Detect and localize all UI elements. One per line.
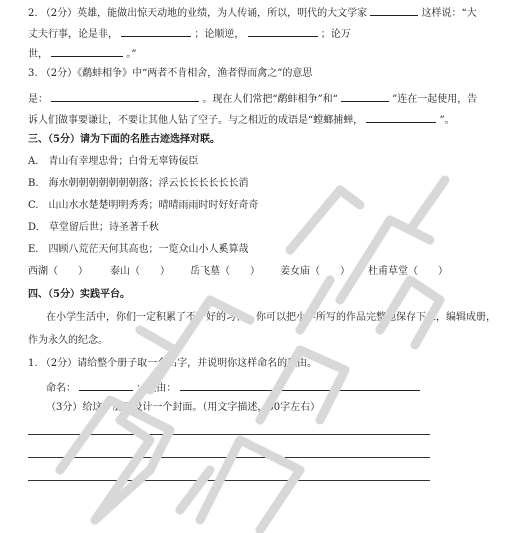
landmark-xihu[interactable]: 西湖（ ） bbox=[28, 266, 88, 277]
q3-number: 3. bbox=[28, 68, 38, 79]
q3-line-2 bbox=[28, 90, 477, 107]
q3-text-2a: 是： bbox=[28, 94, 48, 105]
reason-answer-blank[interactable] bbox=[180, 379, 420, 391]
q2-answer-blank-2[interactable] bbox=[248, 25, 318, 37]
q2-text-2c: ；论万 bbox=[320, 29, 351, 40]
q2-text-1b: 这样说：“大 bbox=[421, 8, 477, 19]
s4-q1-text: （2分）请给整个册子取一个名字，并说明你这样命名的理由。 bbox=[40, 358, 318, 369]
q2-line-3 bbox=[28, 45, 137, 62]
section-4-intro-2: 作为永久的纪念。 bbox=[28, 335, 108, 346]
q2-line-2 bbox=[28, 25, 351, 42]
couplet-option-b: B. 海水朝朝朝朝朝朝朝落；浮云长长长长长长消 bbox=[28, 178, 249, 189]
answer-line-3[interactable] bbox=[28, 480, 430, 481]
q3-answer-blank-meaning[interactable] bbox=[51, 90, 199, 102]
q3-text-3a: 诉人们做事要谦让，不要让其他人钻了空子。与之相近的成语是“螳螂捕蝉， bbox=[28, 115, 364, 126]
answer-line-1[interactable] bbox=[28, 434, 430, 435]
s4-q1-number: 1. bbox=[28, 358, 38, 369]
q2-text-2b: ；论顺逆， bbox=[194, 29, 245, 40]
s4-question-1 bbox=[28, 357, 317, 371]
q3-text-2c: ”连在一起使用，告 bbox=[392, 94, 478, 105]
landmark-dufu-cottage[interactable]: 杜甫草堂（ ） bbox=[368, 266, 448, 277]
name-answer-blank[interactable] bbox=[79, 379, 133, 391]
q3-line-3 bbox=[28, 111, 455, 128]
q3-answer-blank-idiom[interactable] bbox=[341, 90, 389, 102]
q2-line-1 bbox=[28, 4, 477, 21]
landmark-jiangnv-temple[interactable]: 姜女庙（ ） bbox=[280, 266, 350, 277]
s4-name-reason-row bbox=[46, 379, 420, 396]
q3-text-1: （2分）《鹬蚌相争》中“两者不肯相舍，渔者得而禽之”的意思 bbox=[40, 68, 313, 79]
name-label: 命名： bbox=[46, 383, 76, 394]
section-3-heading: 三、（5分）请为下面的名胜古迹选择对联。 bbox=[28, 134, 220, 145]
reason-label: ；理由： bbox=[136, 383, 177, 394]
couplet-option-e: E. 四顾八荒茫天何其高也；一览众山小人奚算哉 bbox=[28, 244, 249, 255]
s4-question-2: （3分）给这个册子设计一个封面。（用文字描述，50字左右） bbox=[46, 402, 321, 413]
q2-answer-blank-3[interactable] bbox=[51, 45, 123, 57]
q2-answer-blank-1[interactable] bbox=[121, 25, 191, 37]
answer-line-2[interactable] bbox=[28, 457, 430, 458]
q3-text-2b: 。现在人们常把“鹬蚌相争”和“ bbox=[202, 94, 338, 105]
q2-answer-blank-author[interactable] bbox=[370, 4, 418, 16]
q2-text-1a: （2分）英雄，能做出惊天动地的业绩，为人传诵，所以，明代的大文学家 bbox=[40, 8, 368, 19]
q3-answer-blank-saying[interactable] bbox=[366, 111, 436, 123]
q2-text-3b: 。” bbox=[126, 49, 137, 60]
q2-text-2a: 丈夫行事，论是非， bbox=[28, 29, 118, 40]
landmark-taishan[interactable]: 泰山（ ） bbox=[110, 266, 170, 277]
q3-line-1 bbox=[28, 67, 312, 81]
q2-text-3a: 世， bbox=[28, 49, 48, 60]
couplet-option-c: C. 山山水水楚楚明明秀秀；晴晴雨雨时时好好奇奇 bbox=[28, 200, 259, 211]
couplet-option-d: D. 草堂留后世；诗圣著千秋 bbox=[28, 222, 159, 233]
section-4-heading: 四、（5分）实践平台。 bbox=[28, 289, 130, 300]
section-4-intro-1: 在小学生活中，你们一定积累了不少好的习作。你可以把小学所写的作品完整地保存下来，编辑成册， bbox=[46, 312, 496, 323]
couplet-option-a: A. 青山有幸埋忠骨；白骨无辜铸佞臣 bbox=[28, 156, 199, 167]
q2-number: 2. bbox=[28, 8, 38, 19]
landmark-yuefei-tomb[interactable]: 岳飞墓（ ） bbox=[190, 266, 260, 277]
q3-text-3b: ”。 bbox=[439, 115, 455, 126]
